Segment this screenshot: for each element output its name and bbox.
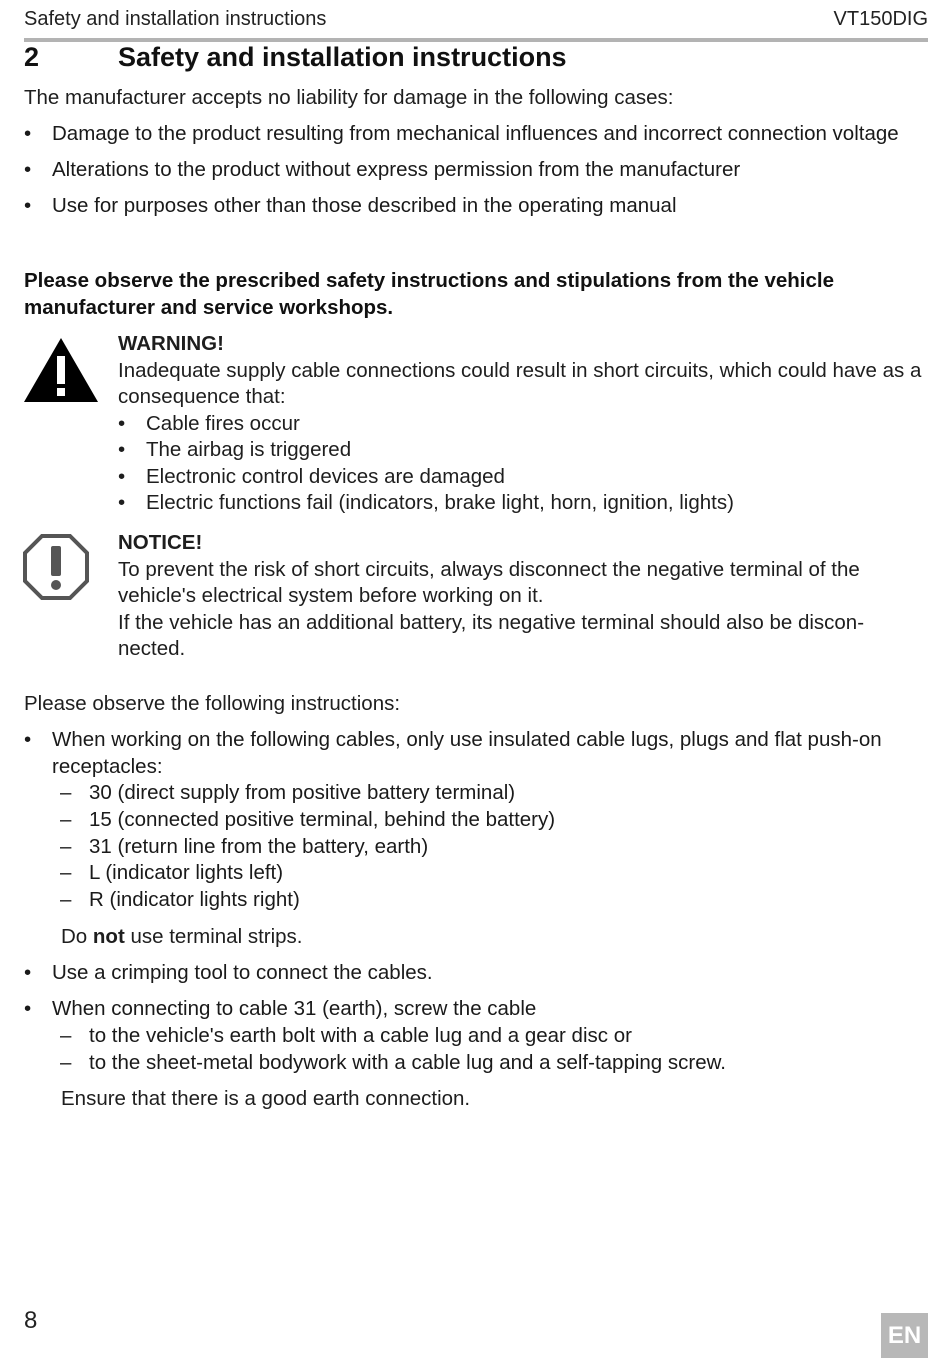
list-item-text: When working on the following cables, only use insulated cable lugs, plugs and flat push-on receptacles: — [52, 728, 882, 778]
list-item — [118, 411, 930, 438]
dash: – — [60, 1051, 72, 1074]
observe-notice: Please observe the prescribed safety instructions and stipulations from the vehicle manufacturer and service workshops. — [24, 269, 835, 319]
bullet: • — [24, 122, 32, 145]
bullet: • — [24, 158, 32, 181]
dash: – — [60, 861, 72, 884]
warning-title: WARNING! — [118, 332, 224, 355]
list-item-text: The airbag is triggered — [146, 438, 352, 461]
page-number: 8 — [24, 1307, 38, 1334]
chapter-number: 2 — [24, 42, 40, 72]
chapter-title: Safety and installation instructions — [118, 42, 567, 72]
sub-list-item-text: L (indicator lights left) — [89, 861, 284, 884]
list-item-text: Alterations to the product without express permission from the manufacturer — [52, 158, 741, 181]
list-item-text: Damage to the product resulting from mechanical influences and incorrect connection voltage — [52, 122, 899, 145]
list-item — [118, 437, 930, 464]
warning-triangle-icon — [22, 336, 100, 404]
header-section-title: Safety and installation instructions — [24, 8, 327, 30]
notice-octagon-icon — [22, 533, 90, 601]
note-emphasis: not — [92, 925, 125, 948]
bullet: • — [118, 411, 126, 435]
warning-text: Inadequate supply cable connections could result in short circuits, which could have as a consequence that: — [118, 358, 922, 408]
sub-list-item-text: to the sheet-metal bodywork with a cable lug and a self-tapping screw. — [89, 1051, 726, 1074]
sub-list-item-text: 15 (connected positive terminal, behind the battery) — [89, 808, 556, 831]
note-text: use terminal strips. — [124, 925, 303, 948]
instructions-intro: Please observe the following instructions: — [24, 692, 401, 715]
bullet: • — [24, 194, 32, 217]
running-header — [24, 8, 928, 42]
list-item — [118, 464, 930, 491]
list-item — [118, 490, 930, 517]
bullet: • — [118, 438, 126, 461]
bullet: • — [118, 464, 126, 488]
bullet: • — [24, 961, 32, 984]
sub-list-item-text: to the vehicle's earth bolt with a cable lug and a gear disc or — [89, 1024, 632, 1047]
liability-intro: The manufacturer accepts no liability for damage in the following cases: — [24, 86, 674, 109]
list-item-text: Use a crimping tool to connect the cables. — [52, 961, 433, 984]
dash: – — [60, 835, 72, 858]
header-model: VT150DIG — [833, 8, 928, 30]
sub-list-item-text: R (indicator lights right) — [89, 888, 300, 911]
bullet: • — [24, 997, 32, 1020]
list-item-text: Electronic control devices are damaged — [146, 464, 505, 488]
list-item-text: Cable fires occur — [146, 411, 300, 435]
warning-block — [118, 331, 930, 517]
notice-text-1: To prevent the risk of short circuits, always disconnect the negative terminal of the vehicle's electrical system before working on it. — [118, 557, 860, 607]
language-badge: EN — [881, 1313, 928, 1358]
notice-text-2: If the vehicle has an additional battery, its negative terminal should also be discon-nected. — [118, 610, 865, 660]
bullet: • — [24, 728, 32, 751]
list-item-text: When connecting to cable 31 (earth), screw the cable — [52, 997, 537, 1020]
terminal-strip-note — [61, 923, 303, 950]
list-item-text: Electric functions fail (indicators, brake light, horn, ignition, lights) — [146, 491, 734, 514]
dash: – — [60, 808, 72, 831]
notice-block — [118, 530, 930, 663]
notice-title: NOTICE! — [118, 531, 203, 554]
chapter-heading — [24, 42, 567, 73]
list-item-text: Use for purposes other than those described in the operating manual — [52, 194, 677, 217]
dash: – — [60, 888, 72, 911]
dash: – — [60, 1024, 72, 1047]
bullet: • — [118, 491, 126, 514]
earth-connection-note: Ensure that there is a good earth connection. — [61, 1087, 471, 1110]
dash: – — [60, 781, 72, 804]
sub-list-item-text: 30 (direct supply from positive battery terminal) — [89, 781, 516, 804]
sub-list-item-text: 31 (return line from the battery, earth) — [89, 835, 429, 858]
note-text: Do — [61, 925, 93, 948]
